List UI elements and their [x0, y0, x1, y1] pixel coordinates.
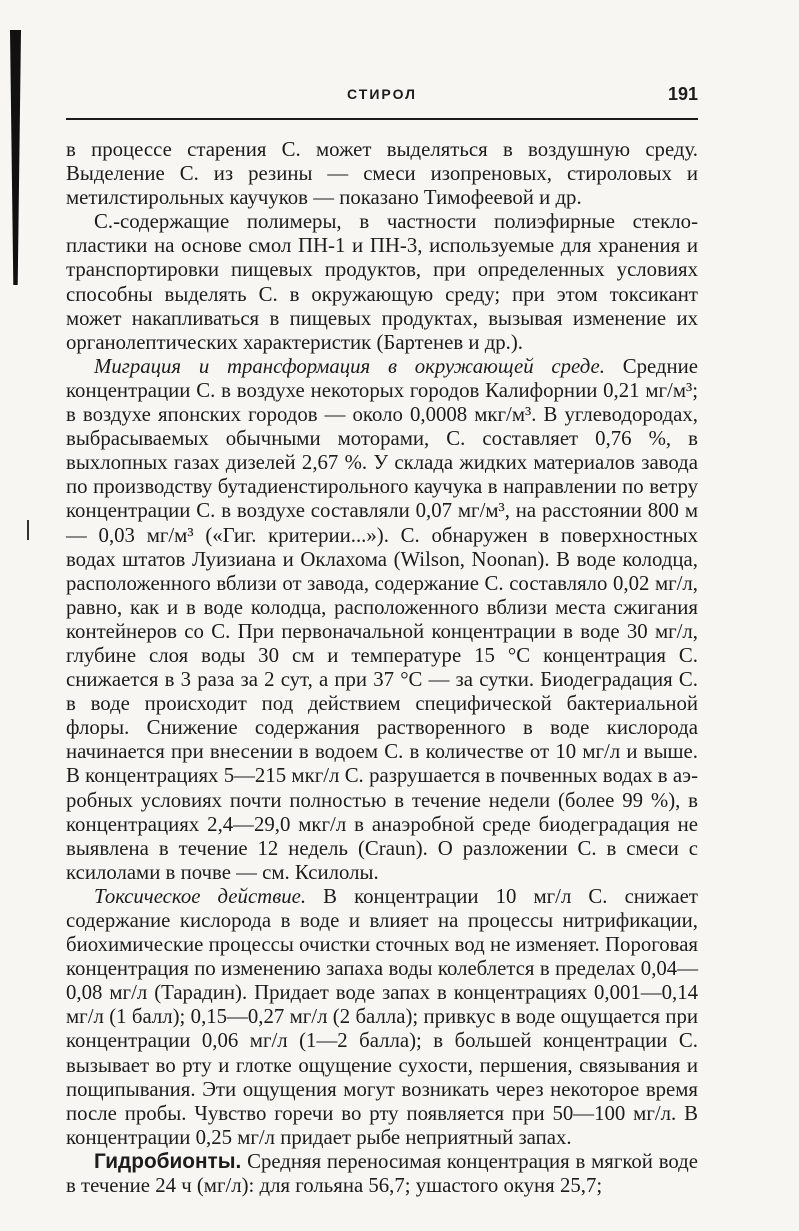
- paragraph-text: в процессе старения С. может выделяться в воздушную среду. Выделение С. из резины — смеси изопреновых, стироловых и метилстирольных каучуков — показано Тимофеевой и др.: [66, 138, 698, 210]
- body-text: [66, 138, 698, 1198]
- margin-mark: [27, 520, 29, 540]
- page-number: 191: [667, 84, 698, 104]
- paragraph-text: С.-содержащие полимеры, в частности полиэфирные стеклопластики на основе смол ПН-1 и ПН-3, используемые для хранения и транспортировки пищевых продуктов, при определенных условиях способны выделять С. в окружающую среду; при этом токсикант может накапливаться в пищевых продуктах, вызывая изменение их органолептических характеристик (Бартенев и др.).: [66, 210, 698, 354]
- scan-edge-artifact: [10, 30, 21, 285]
- section-heading-toxic-action: Токсическое действие.: [94, 884, 307, 908]
- section-heading-hydrobionts: Гидробионты.: [94, 1149, 242, 1173]
- paragraph-text: В концентрации 10 мг/л С. снижает содержание кислорода в воде и влияет на процессы нитрификации, биохимические процессы очистки сточных вод не изменяет. Пороговая концентрация по изменению запаха воды колеблется в пределах 0,04—0,08 мг/л (Тарадин). Придает воде запах в концентрациях 0,001—0,14 мг/л (1 балл); 0,15—0,27 мг/л (2 балла); привкус в воде ощущается при концентрации 0,06 мг/л (1—2 балла); в большей концентрации С. вызывает во рту и глотке ощущение сухости, першения, связывания и пощипывания. Эти ощущения могут возникать через некоторое время после пробы. Чувство горечи во рту появляется при 50—100 мг/л. В концентрации 0,25 мг/л придает рыбе неприятный запах.: [66, 884, 698, 1149]
- paragraph-text: Средние концентрации С. в воздухе некоторых городов Калифорнии 0,21 мг/м³; в воздухе японских городов — около 0,0008 мкг/м³. В углеводородах, выбрасываемых обычными моторами, С. составляет 0,76 %, в выхлопных газах дизелей 2,67 %. У склада жидких материалов завода по производству бутадиенстирольного каучука в направлении по ветру концентрации С. в воздухе составляли 0,07 мг/м³, на расстоянии 800 м — 0,03 мг/м³ («Гиг. критерии...»). С. обнаружен в поверхностных водах штатов Луизиана и Оклахома (Wilson, Noonan). В воде колодца, расположенного вблизи от завода, содержание С. составляло 0,02 мг/л, равно, как и в воде колодца, расположенного вблизи места сжигания контейнеров со С. При первоначальной концентрации в воде 30 мг/л, глубине слоя воды 30 см и температуре 15 °С концентрация С. снижается в 3 раза за 2 сут, а при 37 °С — за сутки. Биодеградация С. в воде происходит под действием специфической бактериальной флоры. Снижение содержания растворенного в воде кислорода начинается при внесении в водоем С. в количестве от 10 мг/л и выше. В концентрациях 5—215 мкг/л С. разрушается в почвенных водах в аэробных условиях почти полностью в течение недели (более 99 %), в концентрациях 2,4—29,0 мкг/л в анаэробной среде биодеградация не выявлена в течение 12 недель (Craun). О разложении С. в смеси с ксилолами в почве — см. Ксилолы.: [66, 354, 698, 884]
- section-heading-migration: Миграция и трансформация в окружающей среде.: [94, 354, 605, 378]
- running-title: СТИРОЛ: [347, 86, 417, 102]
- paragraph-text: Средняя переносимая концентрация в мягкой воде в течение 24 ч (мг/л): для гольяна 56,7; ушастого окуня 25,7;: [66, 1149, 698, 1198]
- paragraph-polymers: [66, 210, 698, 355]
- paragraph-hydrobionts: [66, 1150, 698, 1198]
- paragraph-continuation: [66, 138, 698, 210]
- paragraph-toxic-action: [66, 885, 698, 1150]
- paragraph-migration: [66, 355, 698, 885]
- header-rule: [66, 118, 698, 120]
- page-header: [66, 82, 698, 110]
